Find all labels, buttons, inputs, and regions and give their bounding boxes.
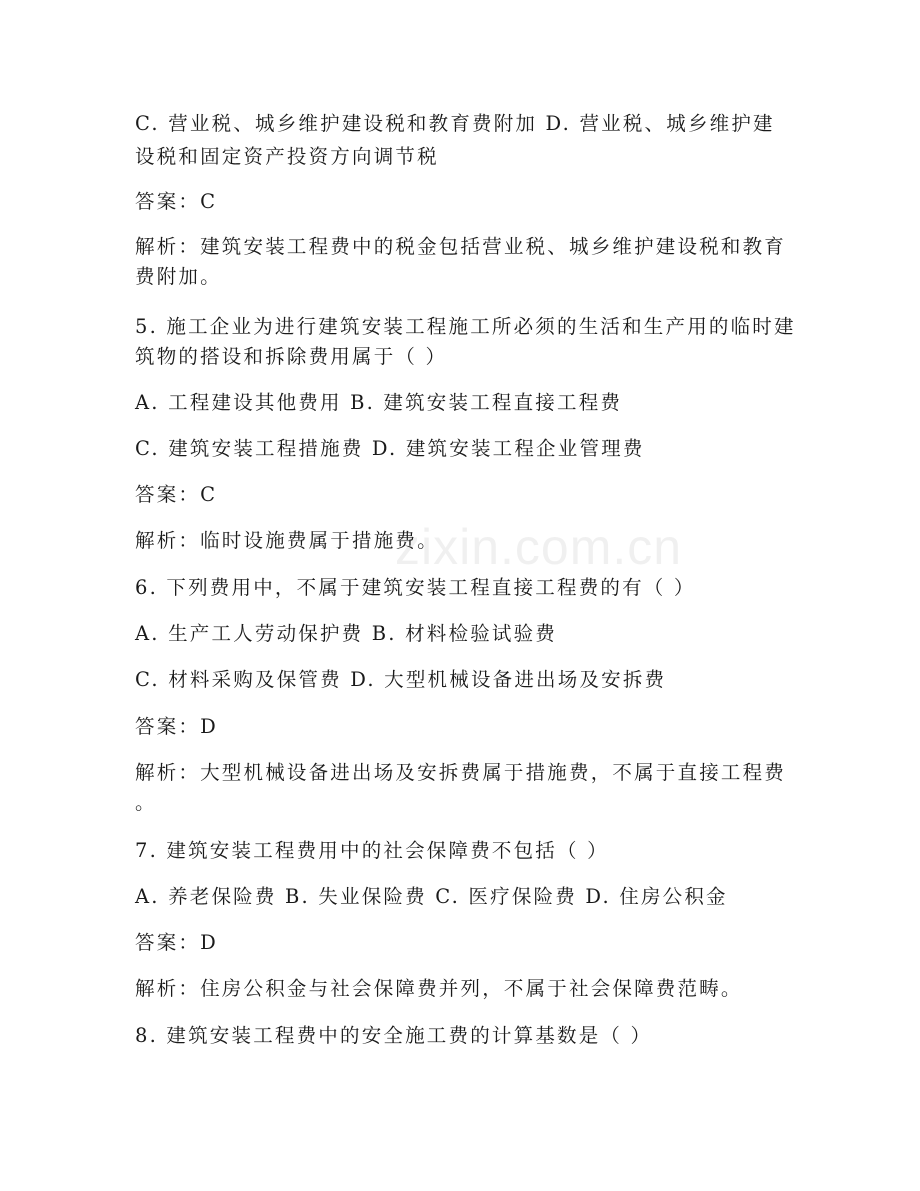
question-6-answer: 答案：D [135,715,218,738]
question-7-answer: 答案：D [135,931,218,954]
explanation-line-continued: 费附加。 [135,265,222,288]
question-5-line: 5. 施工企业为进行建筑安装工程施工所必须的生活和生产用的临时建 [135,315,796,338]
question-6-options-a-b: A. 生产工人劳动保护费 B. 材料检验试验费 [135,622,558,645]
question-5-options-c-d: C. 建筑安装工程措施费 D. 建筑安装工程企业管理费 [135,437,645,460]
question-5-answer: 答案：C [135,483,218,506]
question-7-explanation: 解析：住房公积金与社会保障费并列，不属于社会保障费范畴。 [135,977,743,1000]
question-5-options-a-b: A. 工程建设其他费用 B. 建筑安装工程直接工程费 [135,391,623,414]
explanation-line: 解析：建筑安装工程费中的税金包括营业税、城乡维护建设税和教育 [135,235,787,258]
question-7-line: 7. 建筑安装工程费用中的社会保障费不包括（ ） [135,839,609,862]
question-6-explanation-continued: 。 [135,791,157,814]
question-8-line: 8. 建筑安装工程费中的安全施工费的计算基数是（ ） [135,1024,653,1047]
question-5-line-continued: 筑物的搭设和拆除费用属于（ ） [135,345,448,368]
question-6-explanation: 解析：大型机械设备进出场及安拆费属于措施费，不属于直接工程费 [135,761,787,784]
question-6-options-c-d: C. 材料采购及保管费 D. 大型机械设备进出场及安拆费 [135,668,667,691]
option-line-c-d: C. 营业税、城乡维护建设税和教育费附加 D. 营业税、城乡维护建 [135,112,775,135]
question-5-explanation: 解析：临时设施费属于措施费。 [135,529,439,552]
option-line-continued: 设税和固定资产投资方向调节税 [135,145,439,168]
question-7-options: A. 养老保险费 B. 失业保险费 C. 医疗保险费 D. 住房公积金 [135,885,728,908]
watermark: zixin.com.cn [395,519,683,575]
question-6-line: 6. 下列费用中，不属于建筑安装工程直接工程费的有（ ） [135,576,696,599]
answer-line: 答案：C [135,190,218,213]
